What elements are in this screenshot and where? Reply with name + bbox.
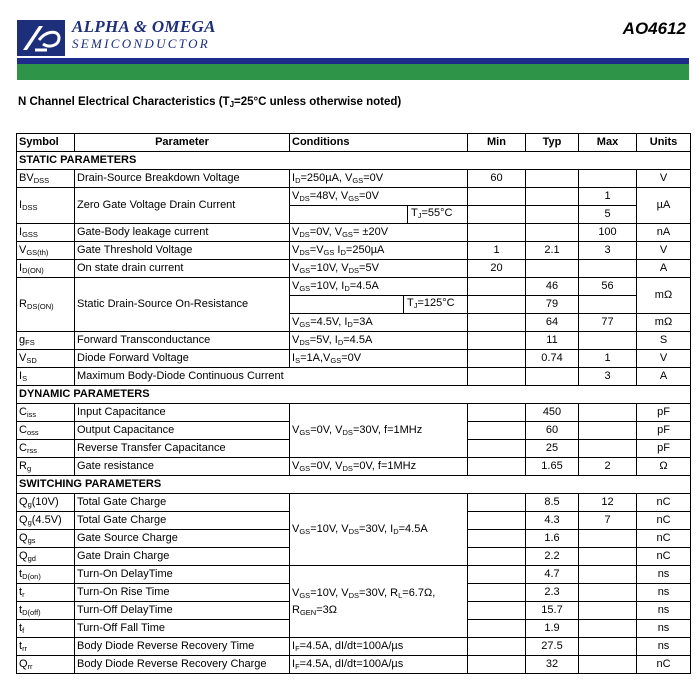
company-subtitle: SEMICONDUCTOR [72, 36, 211, 51]
table-row: $C_{oss}$ Output Capacitance 60 pF [17, 422, 691, 440]
table-row: $C_{iss}$ Input Capacitance $V_{GS}=0V$, $V_{DS}=30V$, f=1MHz 450 pF [17, 404, 691, 422]
table-row: $g_{FS}$ Forward Transconductance $V_{DS}=5V$, $I_D=4.5A$ 11 S [17, 332, 691, 350]
table-row: $R_g$ Gate resistance $V_{GS}=0V$, $V_{DS}=0V$, f=1MHz 1.65 2 Ω [17, 458, 691, 476]
dynamic-section-header: DYNAMIC PARAMETERS [17, 386, 691, 404]
table-row: $Q_{rr}$ Body Diode Reverse Recovery Charge $I_F=4.5A$, dI/dt=100A/µs 32 nC [17, 656, 691, 674]
table-row: $T_J=55^\circ C$ 5 [17, 206, 691, 224]
part-number: AO4612 [622, 19, 686, 38]
col-units: Units [637, 134, 691, 152]
table-row: $Q_{gd}$ Gate Drain Charge 2.2 nC [17, 548, 691, 566]
table-row: $Q_g(10V)$ Total Gate Charge $V_{GS}=10V$, $V_{DS}=30V$, $I_D=4.5A$ 8.5 12 nC [17, 494, 691, 512]
table-row: $t_{rr}$ Body Diode Reverse Recovery Time $I_F=4.5A$, dI/dt=100A/µs 27.5 ns [17, 638, 691, 656]
section-title: N Channel Electrical Characteristics ($T_J=25^\circ C$ unless otherwise noted) [18, 96, 402, 109]
table-row: $C_{rss}$ Reverse Transfer Capacitance 25 pF [17, 440, 691, 458]
table-row: $V_{GS}=4.5V$, $I_D=3A$ 64 77 mΩ [17, 314, 691, 332]
header-band-green [17, 64, 689, 80]
switching-section-header: SWITCHING PARAMETERS [17, 476, 691, 494]
col-min: Min [468, 134, 526, 152]
alpha-omega-logo-icon [17, 20, 65, 56]
col-max: Max [579, 134, 637, 152]
page-header [0, 0, 700, 85]
table-row: $t_{D(on)}$ Turn-On DelayTime $V_{GS}=10V$, $V_{DS}=30V$, $R_L=6.7\Omega$, $R_{GEN}=3\Omega$ 4.7 ns [17, 566, 691, 584]
table-row: $R_{DS(ON)}$ Static Drain-Source On-Resistance $V_{GS}=10V$, $I_D=4.5A$ 46 56 mΩ [17, 278, 691, 296]
table-row: $t_r$ Turn-On Rise Time 2.3 ns [17, 584, 691, 602]
table-row: $Q_{gs}$ Gate Source Charge 1.6 nC [17, 530, 691, 548]
table-row: $I_{D(ON)}$ On state drain current $V_{GS}=10V$, $V_{DS}=5V$ 20 A [17, 260, 691, 278]
table-row: $Q_g(4.5V)$ Total Gate Charge 4.3 7 nC [17, 512, 691, 530]
static-section-header: STATIC PARAMETERS [17, 152, 691, 170]
table-row: $V_{GS(th)}$ Gate Threshold Voltage $V_{DS}=V_{GS}$ $I_D=250\mu A$ 1 2.1 3 V [17, 242, 691, 260]
table-row: $I_S$ Maximum Body-Diode Continuous Current 3 A [17, 368, 691, 386]
table-row: $t_f$ Turn-Off Fall Time 1.9 ns [17, 620, 691, 638]
col-symbol: Symbol [17, 134, 75, 152]
electrical-characteristics-table [16, 133, 691, 674]
table-row: $V_{SD}$ Diode Forward Voltage $I_S=1A,V_{GS}=0V$ 0.74 1 V [17, 350, 691, 368]
col-conditions: Conditions [290, 134, 468, 152]
col-parameter: Parameter [75, 134, 290, 152]
table-row: $T_J=125^\circ C$ 79 [17, 296, 691, 314]
table-row: $BV_{DSS}$ Drain-Source Breakdown Voltage $I_D=250\mu A$, $V_{GS}=0V$ 60 V [17, 170, 691, 188]
table-row: $I_{DSS}$ Zero Gate Voltage Drain Current $V_{DS}=48V$, $V_{GS}=0V$ 1 µA [17, 188, 691, 206]
table-row: $I_{GSS}$ Gate-Body leakage current $V_{DS}=0V$, $V_{GS}= \pm 20V$ 100 nA [17, 224, 691, 242]
table-row: $t_{D(off)}$ Turn-Off DelayTime 15.7 ns [17, 602, 691, 620]
table-header-row [17, 134, 691, 152]
company-name: ALPHA & OMEGA [72, 17, 216, 36]
col-typ: Typ [526, 134, 579, 152]
